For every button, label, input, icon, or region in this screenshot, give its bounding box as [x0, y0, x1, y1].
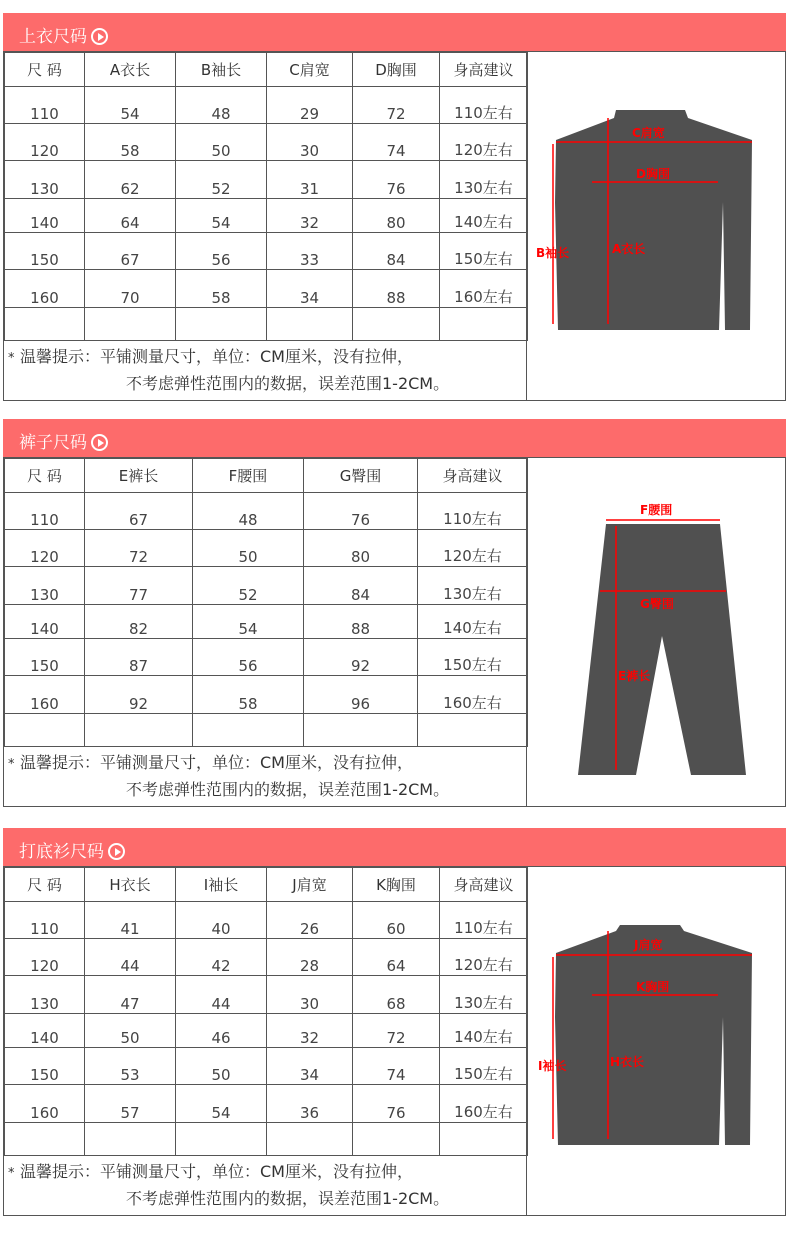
table-cell: [267, 308, 353, 341]
table-row: [5, 270, 528, 308]
shirt-shape: [553, 925, 752, 1145]
table-cell: 76: [304, 493, 418, 530]
table-header-row: [5, 459, 528, 493]
table-cell: [304, 714, 418, 747]
arrow-right-icon: [108, 843, 125, 860]
table-cell: 92: [85, 676, 193, 714]
header-cell: 身高建议: [418, 459, 528, 493]
table-cell: [418, 714, 528, 747]
table-cell: 30: [267, 976, 353, 1014]
table-cell: 68: [353, 976, 440, 1014]
base-section: [3, 828, 786, 1216]
table-cell: 54: [176, 199, 267, 233]
table-row: [5, 493, 528, 530]
table-row: [5, 1014, 528, 1048]
header-cell: G臀围: [304, 459, 418, 493]
table-cell: 64: [353, 939, 440, 976]
table-cell: [440, 1123, 528, 1156]
table-cell: 96: [304, 676, 418, 714]
table-cell: 80: [304, 530, 418, 567]
table-cell: 140: [5, 605, 85, 639]
pants-table-box: [3, 457, 786, 807]
tops-header-bar: [3, 13, 786, 51]
table-cell: 110: [5, 902, 85, 939]
base-size-table: [4, 867, 528, 1156]
pants-garment-diagram: [528, 458, 785, 806]
table-cell: 52: [176, 161, 267, 199]
label-chest: D胸围: [636, 167, 670, 181]
note-star: *: [8, 351, 15, 366]
header-cell: I袖长: [176, 868, 267, 902]
table-cell: 40: [176, 902, 267, 939]
pants-size-table: [4, 458, 528, 747]
note-line-2: 不考虑弹性范围内的数据，误差范围1-2CM。: [126, 1189, 450, 1208]
table-cell: 140左右: [440, 199, 528, 233]
tops-table-box: [3, 51, 786, 401]
header-cell: D胸围: [353, 53, 440, 87]
table-cell: 120: [5, 124, 85, 161]
table-cell: 82: [85, 605, 193, 639]
table-cell: 32: [267, 199, 353, 233]
table-cell: 120: [5, 530, 85, 567]
table-cell: 34: [267, 1048, 353, 1085]
tops-title: 上衣尺码: [19, 22, 108, 47]
table-cell: 150左右: [440, 1048, 528, 1085]
table-cell: [440, 308, 528, 341]
table-cell: 110左右: [440, 87, 528, 124]
table-cell: 58: [176, 270, 267, 308]
table-row: [5, 233, 528, 270]
table-cell: [5, 1123, 85, 1156]
table-cell: 30: [267, 124, 353, 161]
table-cell: 64: [85, 199, 176, 233]
table-cell: 140: [5, 199, 85, 233]
header-cell: H衣长: [85, 868, 176, 902]
note-star: *: [8, 1166, 15, 1181]
table-cell: 77: [85, 567, 193, 605]
table-cell: 50: [193, 530, 304, 567]
table-cell: 67: [85, 233, 176, 270]
table-cell: 41: [85, 902, 176, 939]
table-row: [5, 939, 528, 976]
table-cell: 46: [176, 1014, 267, 1048]
table-cell: 54: [176, 1085, 267, 1123]
table-cell: [267, 1123, 353, 1156]
table-cell: 130左右: [418, 567, 528, 605]
label-length: A衣长: [612, 242, 646, 256]
table-cell: 47: [85, 976, 176, 1014]
table-cell: 130: [5, 161, 85, 199]
table-cell: 56: [176, 233, 267, 270]
table-cell: 54: [193, 605, 304, 639]
table-cell: 26: [267, 902, 353, 939]
table-cell: 88: [304, 605, 418, 639]
label-sleeve: I袖长: [538, 1059, 567, 1073]
figure-divider: [526, 867, 527, 1215]
table-cell: 120: [5, 939, 85, 976]
pants-note: [8, 750, 449, 802]
table-cell: 110左右: [418, 493, 528, 530]
label-sleeve: B袖长: [536, 246, 570, 260]
table-cell: 62: [85, 161, 176, 199]
header-cell: F腰围: [193, 459, 304, 493]
header-cell: 身高建议: [440, 868, 528, 902]
table-row: [5, 902, 528, 939]
table-cell: 34: [267, 270, 353, 308]
table-cell: [5, 714, 85, 747]
table-row: [5, 1048, 528, 1085]
pants-section: [3, 419, 786, 807]
table-cell: 50: [85, 1014, 176, 1048]
table-cell: 42: [176, 939, 267, 976]
note-line-1: 温馨提示：平铺测量尺寸，单位：CM厘米，没有拉伸，: [20, 753, 413, 772]
pants-header-bar: [3, 419, 786, 457]
table-row: [5, 567, 528, 605]
figure-divider: [526, 52, 527, 400]
table-cell: 36: [267, 1085, 353, 1123]
tops-note: [8, 344, 449, 396]
table-cell: 60: [353, 902, 440, 939]
table-cell: 150: [5, 1048, 85, 1085]
table-cell: 160左右: [418, 676, 528, 714]
pants-title: 裤子尺码: [19, 428, 108, 453]
label-length: H衣长: [610, 1055, 645, 1069]
table-cell: 29: [267, 87, 353, 124]
table-cell: 120左右: [440, 939, 528, 976]
table-row: [5, 161, 528, 199]
table-cell: 50: [176, 1048, 267, 1085]
table-cell: 160: [5, 270, 85, 308]
table-cell: 110左右: [440, 902, 528, 939]
tops-section: [3, 13, 786, 401]
table-cell: 150: [5, 233, 85, 270]
arrow-right-icon: [91, 28, 108, 45]
table-cell: [176, 308, 267, 341]
table-cell: [85, 1123, 176, 1156]
table-cell: [353, 1123, 440, 1156]
table-cell: 28: [267, 939, 353, 976]
table-cell: 54: [85, 87, 176, 124]
header-cell: 尺 码: [5, 53, 85, 87]
note-line-2: 不考虑弹性范围内的数据，误差范围1-2CM。: [126, 780, 450, 799]
table-cell: [5, 308, 85, 341]
table-row: [5, 976, 528, 1014]
table-cell: 32: [267, 1014, 353, 1048]
header-cell: C肩宽: [267, 53, 353, 87]
table-cell: [353, 308, 440, 341]
tops-garment-diagram: [528, 52, 785, 400]
header-cell: K胸围: [353, 868, 440, 902]
table-row: [5, 199, 528, 233]
table-cell: 58: [193, 676, 304, 714]
label-pants-length: E裤长: [618, 669, 651, 683]
table-cell: 140: [5, 1014, 85, 1048]
pants-shape: [578, 524, 746, 775]
label-waist: F腰围: [640, 503, 673, 517]
table-cell: 44: [176, 976, 267, 1014]
table-row: [5, 1085, 528, 1123]
table-header-row: [5, 868, 528, 902]
table-cell: [193, 714, 304, 747]
figure-divider: [526, 458, 527, 806]
table-cell: 130左右: [440, 161, 528, 199]
tops-size-table: [4, 52, 528, 341]
table-cell: 160左右: [440, 1085, 528, 1123]
table-cell: 74: [353, 1048, 440, 1085]
table-cell: 92: [304, 639, 418, 676]
table-cell: 140左右: [440, 1014, 528, 1048]
base-garment-diagram: [528, 867, 785, 1215]
table-cell: 70: [85, 270, 176, 308]
table-cell: 50: [176, 124, 267, 161]
table-cell: 130: [5, 976, 85, 1014]
table-row: [5, 605, 528, 639]
table-cell: 120左右: [440, 124, 528, 161]
table-cell: 110: [5, 493, 85, 530]
table-row: [5, 87, 528, 124]
table-cell: 160: [5, 1085, 85, 1123]
table-cell: 72: [353, 1014, 440, 1048]
table-row-empty: [5, 308, 528, 341]
label-shoulder: J肩宽: [634, 938, 663, 952]
table-row-empty: [5, 1123, 528, 1156]
table-cell: 72: [353, 87, 440, 124]
table-cell: 160: [5, 676, 85, 714]
table-cell: 76: [353, 161, 440, 199]
table-cell: 140左右: [418, 605, 528, 639]
table-cell: 130: [5, 567, 85, 605]
header-cell: 尺 码: [5, 459, 85, 493]
table-cell: 88: [353, 270, 440, 308]
table-cell: 57: [85, 1085, 176, 1123]
header-cell: 尺 码: [5, 868, 85, 902]
header-cell: B袖长: [176, 53, 267, 87]
table-cell: 130左右: [440, 976, 528, 1014]
table-cell: 84: [304, 567, 418, 605]
table-cell: 53: [85, 1048, 176, 1085]
table-header-row: [5, 53, 528, 87]
shirt-shape: [553, 110, 752, 330]
table-cell: 87: [85, 639, 193, 676]
table-cell: 80: [353, 199, 440, 233]
table-cell: 48: [176, 87, 267, 124]
base-title: 打底衫尺码: [19, 837, 125, 862]
header-cell: A衣长: [85, 53, 176, 87]
header-cell: J肩宽: [267, 868, 353, 902]
table-cell: 58: [85, 124, 176, 161]
table-cell: 150: [5, 639, 85, 676]
table-cell: 33: [267, 233, 353, 270]
header-cell: E裤长: [85, 459, 193, 493]
table-row-empty: [5, 714, 528, 747]
table-cell: 56: [193, 639, 304, 676]
table-cell: 72: [85, 530, 193, 567]
label-hip: G臀围: [640, 597, 674, 611]
table-cell: 52: [193, 567, 304, 605]
table-cell: 84: [353, 233, 440, 270]
label-chest: K胸围: [636, 980, 670, 994]
arrow-right-icon: [91, 434, 108, 451]
note-line-2: 不考虑弹性范围内的数据，误差范围1-2CM。: [126, 374, 450, 393]
table-cell: 67: [85, 493, 193, 530]
table-cell: [85, 308, 176, 341]
table-row: [5, 639, 528, 676]
table-row: [5, 124, 528, 161]
table-cell: 160左右: [440, 270, 528, 308]
table-cell: [176, 1123, 267, 1156]
note-line-1: 温馨提示：平铺测量尺寸，单位：CM厘米，没有拉伸，: [20, 1162, 413, 1181]
table-cell: 150左右: [440, 233, 528, 270]
note-star: *: [8, 757, 15, 772]
table-cell: [85, 714, 193, 747]
note-line-1: 温馨提示：平铺测量尺寸，单位：CM厘米，没有拉伸，: [20, 347, 413, 366]
label-shoulder: C肩宽: [632, 126, 665, 140]
table-row: [5, 530, 528, 567]
table-cell: 48: [193, 493, 304, 530]
base-header-bar: [3, 828, 786, 866]
table-cell: 120左右: [418, 530, 528, 567]
table-cell: 31: [267, 161, 353, 199]
table-row: [5, 676, 528, 714]
header-cell: 身高建议: [440, 53, 528, 87]
table-cell: 76: [353, 1085, 440, 1123]
base-table-box: [3, 866, 786, 1216]
table-cell: 74: [353, 124, 440, 161]
base-note: [8, 1159, 449, 1211]
table-cell: 150左右: [418, 639, 528, 676]
table-cell: 110: [5, 87, 85, 124]
table-cell: 44: [85, 939, 176, 976]
